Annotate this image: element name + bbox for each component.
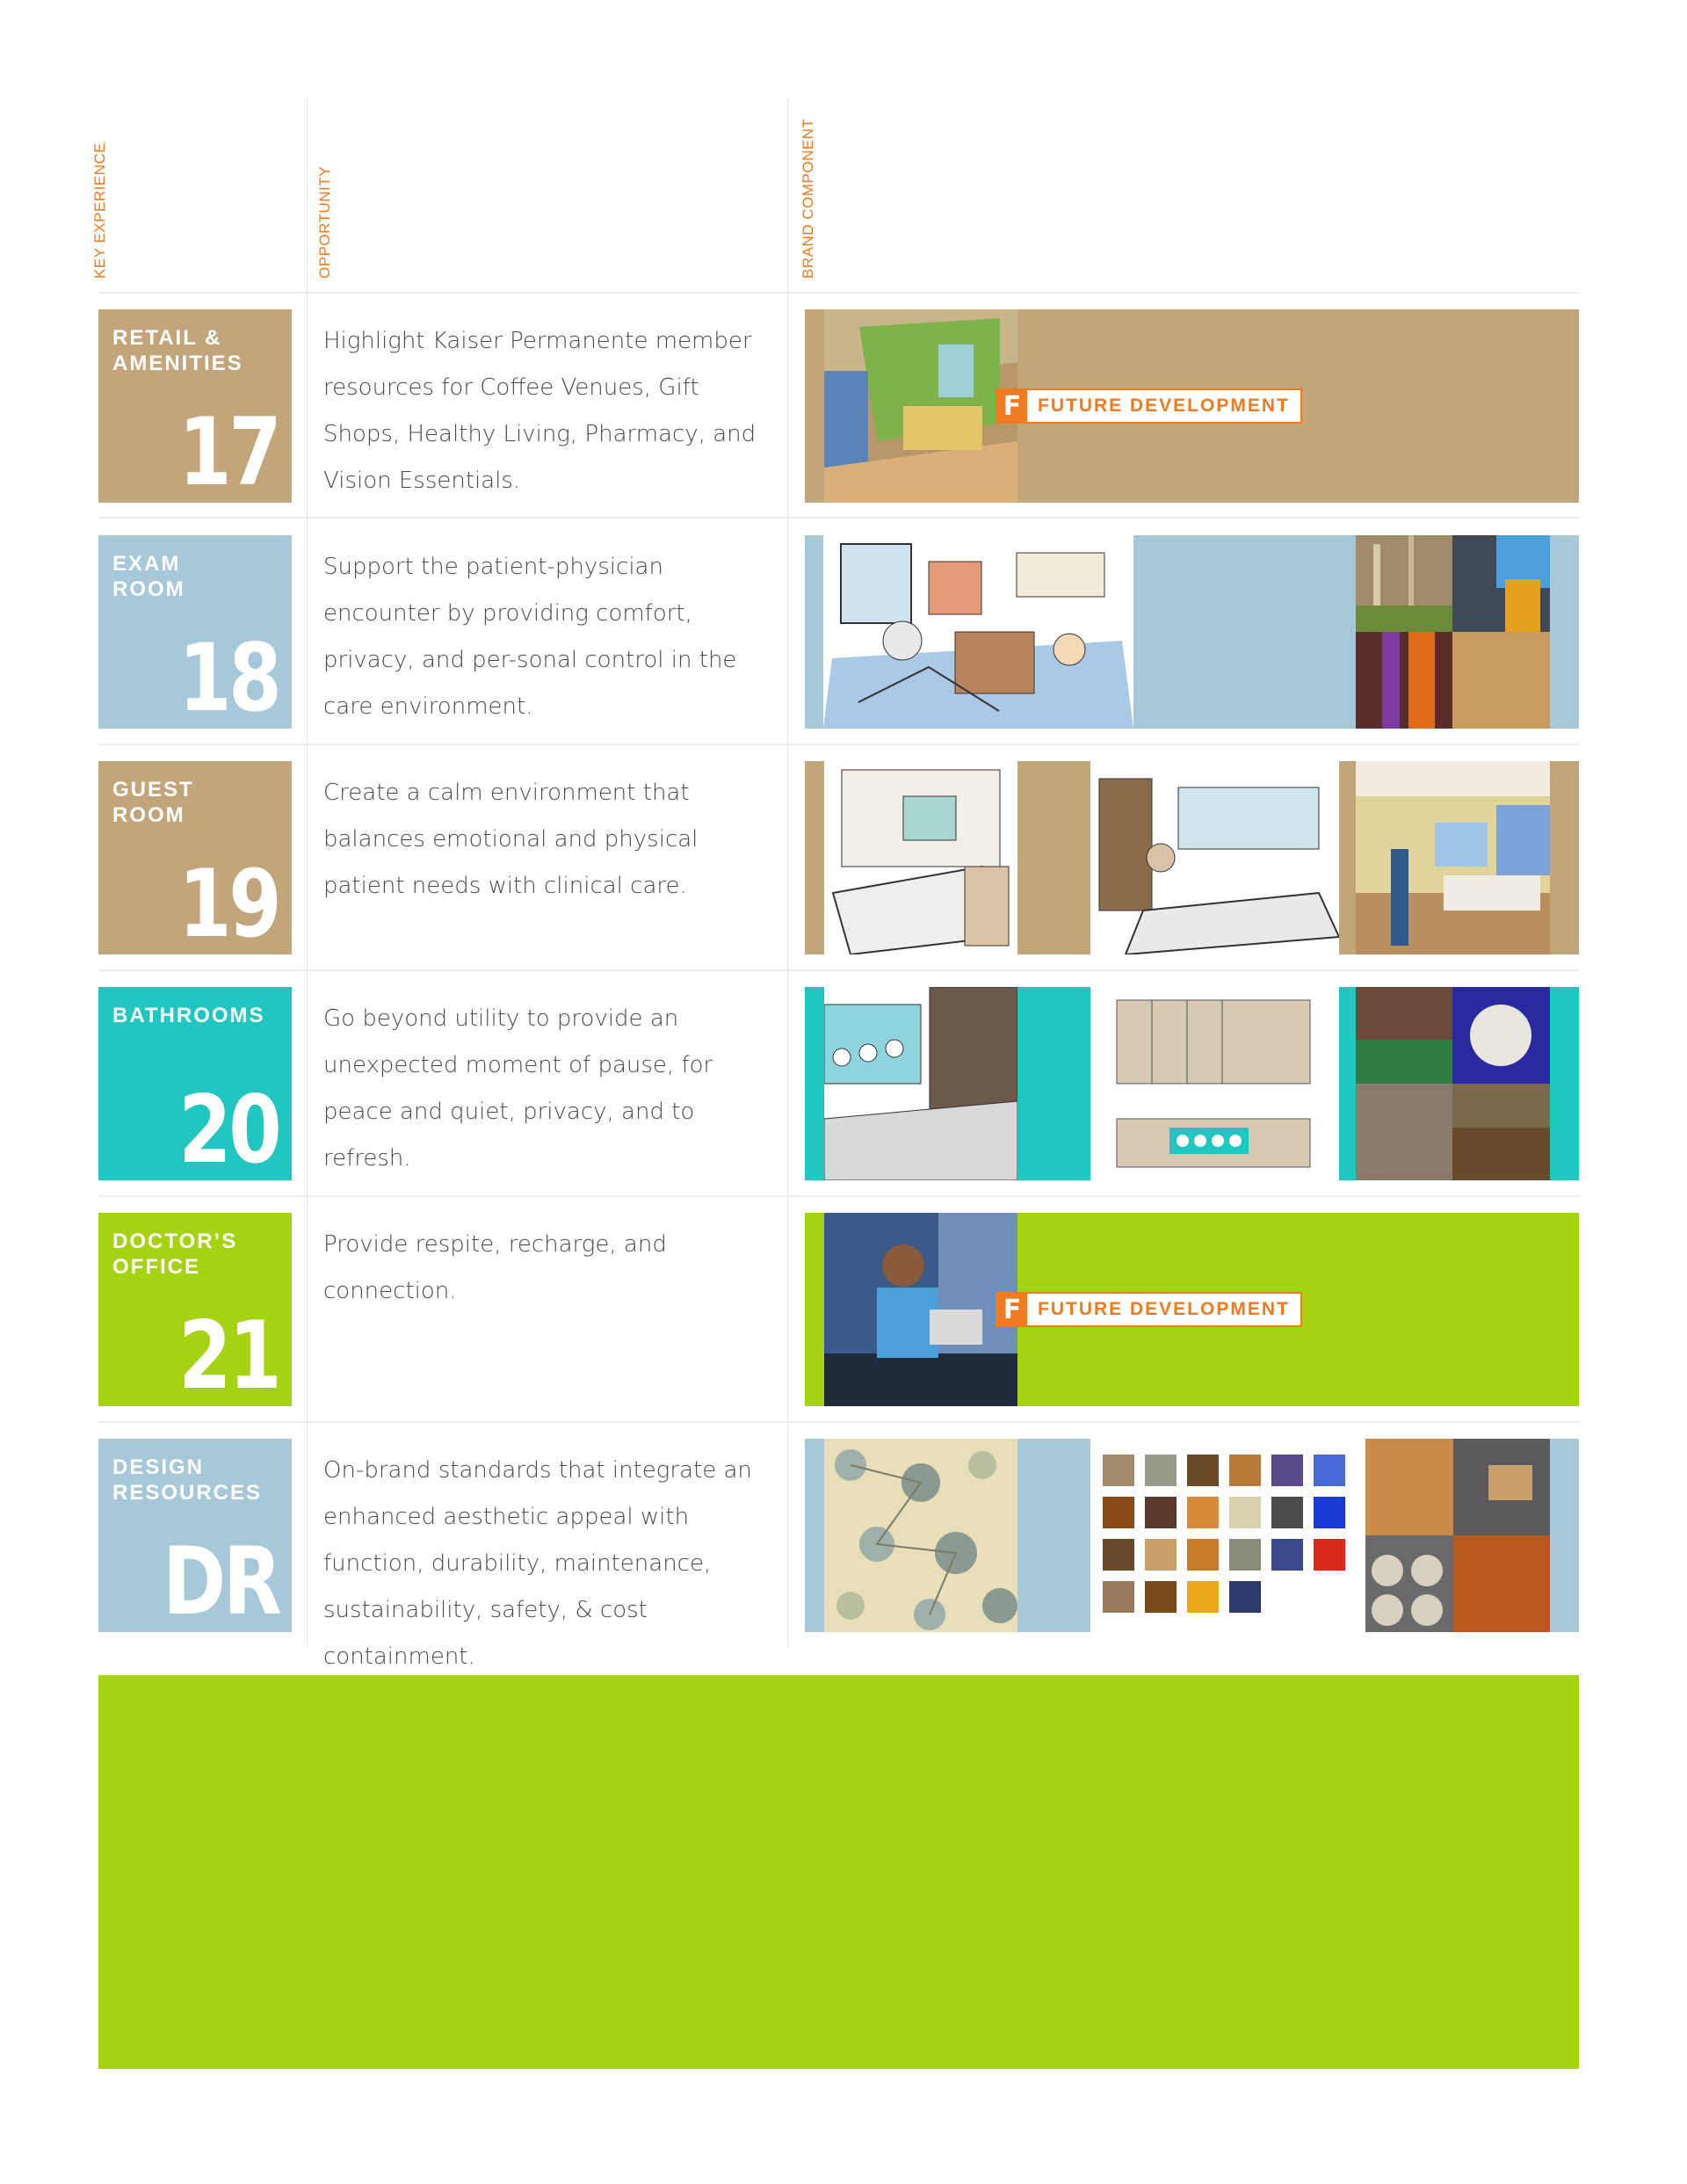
future-development-label: FUTURE DEVELOPMENT — [1038, 395, 1290, 416]
opportunity-text: Create a calm environment that balances emotional and physical patient needs with clinical care. — [323, 780, 699, 899]
exam-room-swatch-collage — [1356, 535, 1550, 729]
fabric-pattern-image — [824, 1439, 1017, 1632]
opportunity-text: Go beyond utility to provide an unexpected moment of pause, for peace and quiet, privacy, and to refresh. — [323, 1005, 713, 1172]
tile-doctors-office[interactable] — [98, 1213, 292, 1410]
tile-guest-room[interactable] — [98, 761, 292, 958]
tile-exam-room[interactable] — [98, 535, 292, 732]
retail-rendering-image — [824, 309, 1017, 503]
tile-number: 21 — [178, 1302, 279, 1410]
exam-room-sketch-image — [823, 535, 1133, 729]
tile-number: 19 — [178, 850, 279, 958]
guest-room-photo — [1356, 761, 1550, 954]
guest-room-sketch-image-2 — [1090, 761, 1339, 954]
future-development-f-icon: F — [997, 1294, 1027, 1325]
header-opportunity — [316, 98, 369, 279]
row-exam-room — [0, 535, 1687, 732]
future-development-f-icon: F — [997, 390, 1027, 422]
row-divider — [98, 1421, 1579, 1423]
row-divider — [98, 517, 1579, 519]
future-development-badge — [996, 388, 1302, 424]
material-swatch-board — [1090, 1439, 1365, 1632]
future-development-badge — [996, 1292, 1302, 1327]
row-doctors-office — [0, 1213, 1687, 1410]
header-key-experience-text: KEY EXPERIENCE — [91, 141, 108, 279]
tile-retail-amenities[interactable] — [98, 309, 292, 506]
tile-number: DR — [163, 1527, 279, 1636]
row-guest-room — [0, 761, 1687, 958]
future-development-label: FUTURE DEVELOPMENT — [1038, 1299, 1290, 1319]
bathroom-swatch-collage — [1356, 987, 1550, 1180]
bathroom-floor-plan — [1090, 987, 1339, 1180]
header-brand-component — [800, 98, 852, 279]
design-resources-swatch-collage — [1365, 1439, 1550, 1632]
header-brand-component-text: BRAND COMPONENT — [800, 118, 816, 279]
opportunity-text: Provide respite, recharge, and connection. — [323, 1231, 667, 1304]
tile-label: BATHROOMS — [112, 1004, 265, 1027]
tile-label: DESIGN RESOURCES — [112, 1455, 263, 1505]
tile-bathrooms[interactable] — [98, 987, 292, 1184]
row-divider — [98, 969, 1579, 971]
row-bathrooms — [0, 987, 1687, 1184]
tile-label: DOCTOR’S OFFICE — [112, 1230, 238, 1279]
doctor-office-photo — [824, 1213, 1017, 1406]
row-divider — [98, 1195, 1579, 1197]
guest-room-sketch-image-1 — [824, 761, 1017, 954]
header-opportunity-text: OPPORTUNITY — [316, 166, 333, 279]
tile-label: EXAM ROOM — [112, 552, 185, 601]
opportunity-text: Highlight Kaiser Permanente member resources for Coffee Venues, Gift Shops, Healthy Living, Pharmacy, and Vision Essentials. — [323, 328, 757, 494]
opportunity-text: On-brand standards that integrate an enhanced aesthetic appeal with function, durability, maintenance, sustainability, safety, & cost containment. — [323, 1457, 752, 1670]
tile-number: 17 — [178, 398, 279, 506]
bathroom-sketch-image — [824, 987, 1017, 1180]
header-key-experience — [91, 98, 144, 279]
tile-label: RETAIL & AMENITIES — [112, 326, 243, 375]
row-design-resources — [0, 1439, 1687, 1670]
tile-number: 18 — [178, 624, 279, 732]
tile-design-resources[interactable] — [98, 1439, 292, 1636]
tile-label: GUEST ROOM — [112, 778, 194, 827]
bottom-green-banner — [98, 1675, 1579, 2069]
row-retail-amenities — [0, 309, 1687, 506]
row-divider — [98, 744, 1579, 745]
opportunity-text: Support the patient-physician encounter by providing comfort, privacy, and per-sonal control in the care environment. — [323, 554, 737, 720]
row-divider — [98, 292, 1579, 294]
tile-number: 20 — [178, 1076, 279, 1184]
